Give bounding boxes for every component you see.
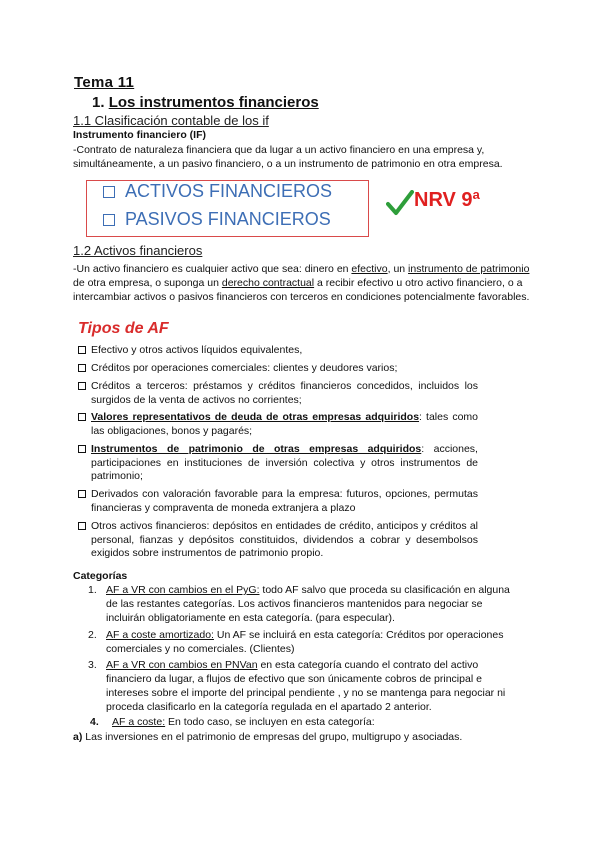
subsection-1-2-heading: 1.2 Activos financieros <box>73 243 203 258</box>
checkbox-bullet-icon <box>78 522 86 530</box>
box-item-pasivos <box>103 209 331 230</box>
checkbox-bullet-icon <box>78 382 86 390</box>
categoria-number: 4. <box>90 716 99 728</box>
categoria-item <box>88 628 516 656</box>
box-item-label: ACTIVOS FINANCIEROS <box>125 181 333 201</box>
tipos-list-item <box>78 411 478 438</box>
categoria-text: todo AF salvo que proceda su clasificación en alguna de las restantes categorías. Los activos financieros mantenidos para negociar se incluirán obligatoriamente en esta categoría. (para especular). <box>106 584 510 624</box>
categoria-link[interactable]: AF a coste: <box>112 716 166 728</box>
categoria-number: 3. <box>88 659 97 671</box>
list-item-text: : acciones, participaciones en instituciones de inversión colectiva y otros instrumentos de patrimonio; <box>91 443 478 482</box>
link-derecho-contractual[interactable]: derecho contractual <box>221 277 315 289</box>
af-definition-text: -Un activo financiero es cualquier activo que sea: dinero en <box>73 263 352 275</box>
categoria-text: en esta categoría cuando el contrato del activo financiero da lugar, a flujos de efectivo que son únicamente cobros de principal e intereses sobre el importe del principal pendiente , y no se mantenga para negociar ni proceda clasificarlo en la categoría regulada en el apartado 2 anterior. <box>106 659 506 713</box>
categoria-number: 1. <box>88 584 97 596</box>
categoria-item <box>88 658 516 714</box>
checkbox-bullet-icon <box>78 364 86 372</box>
if-title: Instrumento financiero (IF) <box>73 129 207 141</box>
categoria-link[interactable]: AF a VR con cambios en PNVan <box>106 659 258 671</box>
final-note-label: a) <box>73 731 83 743</box>
categoria-item <box>90 715 522 729</box>
list-item-bold: Valores representativos de deuda de otras empresas adquiridos <box>91 411 420 423</box>
tipos-heading: Tipos de AF <box>78 320 169 337</box>
categoria-number: 2. <box>88 629 97 641</box>
list-item-text: Efectivo y otros activos líquidos equivalentes, <box>91 344 303 356</box>
checkbox-icon <box>103 214 115 226</box>
box-item-activos <box>103 181 332 202</box>
classification-box <box>86 180 369 237</box>
categoria-item <box>88 583 516 625</box>
categoria-text: Un AF se incluirá en esta categoría: Créditos por operaciones comerciales y no comerciales. (Clientes) <box>106 629 504 655</box>
list-item-text: Derivados con valoración favorable para la empresa: futuros, opciones, permutas financieras y compraventa de moneda extranjera a plazo <box>91 488 478 514</box>
section-number: 1. <box>92 94 105 111</box>
final-note <box>73 731 462 743</box>
list-item-text: Créditos por operaciones comerciales: clientes y deudores varios; <box>91 362 398 374</box>
af-definition-text: de otra empresa, o suponga un <box>73 277 222 289</box>
if-definition: -Contrato de naturaleza financiera que da lugar a un activo financiero en una empresa y, simultáneamente, a un pasivo financiero, o a un instrumento de patrimonio en otra empresa. <box>73 144 503 170</box>
af-definition <box>73 262 543 304</box>
subsection-1-1-heading: 1.1 Clasificación contable de los if <box>73 113 269 128</box>
tipos-list-item <box>78 380 478 407</box>
checkbox-bullet-icon <box>78 490 86 498</box>
link-instrumento-patrimonio[interactable]: instrumento de patrimonio <box>408 263 530 275</box>
categoria-link[interactable]: AF a coste amortizado: <box>106 629 214 641</box>
checkmark-icon <box>386 190 414 216</box>
list-item-text: Créditos a terceros: préstamos y créditos financieros concedidos, incluidos los surgidos de la venta de activos no corrientes; <box>91 380 478 406</box>
categorias-heading: Categorías <box>73 570 128 582</box>
checkbox-bullet-icon <box>78 413 86 421</box>
checkbox-bullet-icon <box>78 346 86 354</box>
tipos-list-item <box>78 362 478 376</box>
final-note-text: Las inversiones en el patrimonio de empresas del grupo, multigrupo y asociadas. <box>82 731 463 743</box>
list-item-bold: Instrumentos de patrimonio de otras empresas adquiridos <box>91 443 422 455</box>
checkbox-bullet-icon <box>78 445 86 453</box>
list-item-text: : tales como las obligaciones, bonos y pagarés; <box>91 411 478 437</box>
tema-heading: Tema 11 <box>74 74 135 91</box>
list-item-text: Otros activos financieros: depósitos en entidades de crédito, anticipos y créditos al personal, fianzas y depósitos constituidos, dividendos a cobrar y desembolsos exigidos sobre instrumentos de patrimonio propio. <box>91 520 478 559</box>
af-definition-text: a recibir efectivo u otro activo financiero, o a intercambiar activos o pasivos financieros con terceros en condiciones potencialmente favorables. <box>73 277 530 303</box>
tipos-list-item <box>78 344 478 358</box>
section-title: Los instrumentos financieros <box>108 94 319 111</box>
af-definition-text: , un <box>387 263 409 275</box>
categoria-text: En todo caso, se incluyen en esta categoría: <box>165 716 375 728</box>
checkbox-icon <box>103 186 115 198</box>
section-heading <box>92 94 319 111</box>
tipos-list-item <box>78 443 478 484</box>
tipos-list-item <box>78 520 478 561</box>
nrv-label: NRV 9ª <box>414 189 480 211</box>
categoria-link[interactable]: AF a VR con cambios en el PyG: <box>106 584 260 596</box>
box-item-label: PASIVOS FINANCIEROS <box>125 209 331 229</box>
tipos-list-item <box>78 488 478 515</box>
link-efectivo[interactable]: efectivo <box>351 263 388 275</box>
